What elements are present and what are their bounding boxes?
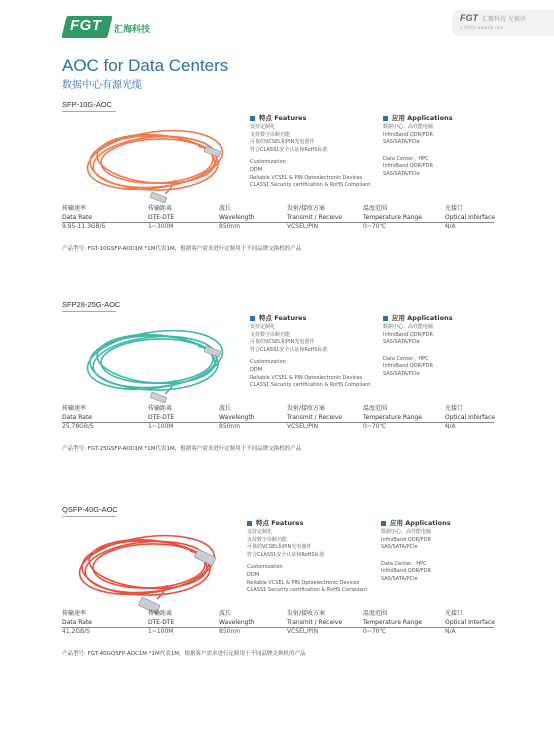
spec-column (287, 204, 342, 231)
features-item: DDM (247, 571, 260, 578)
spec-label-cn: 光接口 (445, 205, 464, 212)
spec-label-en: Optical Interface (445, 619, 495, 626)
spec-column (445, 609, 495, 636)
aoc-cable-image (80, 118, 230, 213)
features-item: Customization (247, 564, 283, 571)
spec-label-en: Wavelength (219, 619, 255, 626)
spec-value: 850nm (219, 628, 241, 635)
spec-label-en: Temperature Range (363, 214, 422, 221)
spec-value: N/A (445, 423, 456, 430)
spec-divider (62, 422, 494, 423)
features-item: CLASS1 Security certification & RoHS Compliant (250, 382, 371, 389)
spec-divider (62, 627, 494, 628)
spec-value: 41.2GB/S (62, 628, 90, 635)
applications-item: SAS/SATA/PCIe (383, 170, 420, 177)
spec-value: 1~100M (148, 628, 174, 635)
spec-value: N/A (445, 628, 456, 635)
aoc-cable-image (72, 523, 222, 618)
spec-value: 850nm (219, 223, 241, 230)
spec-column (219, 609, 255, 636)
applications-item: Data Center、HPC (383, 155, 429, 162)
spec-column (62, 204, 105, 231)
model-note: 产品型号: FGT-25GSFP-AOC1M *1M代表1M，根据客户需求进行定制用于不同品牌交换机的产品 (62, 446, 302, 452)
spec-column (445, 204, 495, 231)
header-cn: 汇聚科技 光模块 (482, 16, 526, 23)
features-heading-text: 特点 Features (256, 519, 304, 527)
cable-loop (76, 528, 218, 602)
spec-value: 850nm (219, 423, 241, 430)
page-title: AOC for Data Centers (62, 56, 229, 75)
spec-label-en: Optical Interface (445, 414, 495, 421)
spec-value: 1~100M (148, 423, 174, 430)
square-bullet-icon (250, 316, 255, 321)
spec-column (62, 609, 92, 636)
applications-item: InfiniBand QDR/FDR (383, 131, 433, 138)
connector-icon (150, 392, 167, 403)
features-list (250, 124, 370, 190)
spec-column (445, 404, 495, 431)
features-list (250, 324, 370, 390)
applications-item (381, 552, 431, 561)
features-heading-text: 特点 Features (259, 114, 307, 122)
spec-label-en: Temperature Range (363, 619, 422, 626)
spec-label-cn: 传输速率 (62, 610, 87, 617)
logo-cn-text: 汇海科技 (114, 25, 151, 35)
features-item: 支持定制化 (250, 124, 276, 130)
section-title: SFP28-25G-AOC (62, 300, 121, 309)
features-item: 可靠的VCSEL和PIN光电器件 (250, 139, 315, 146)
spec-label-cn: 发射/接收方案 (287, 405, 326, 412)
spec-label-en: DTE-DTE (148, 214, 175, 221)
applications-heading-text: 应用 Applications (390, 519, 451, 527)
features-item: Customization (250, 359, 286, 366)
applications-list (381, 529, 431, 584)
spec-label-en: DTE-DTE (148, 414, 175, 421)
features-item: Reliable VCSEL & PIN Optoelectronic Devices (247, 579, 360, 586)
applications-item: Data Center、HPC (383, 355, 429, 362)
spec-label-en: Data Rate (62, 414, 92, 421)
product-image (80, 118, 230, 213)
spec-label-cn: 发射/接收方案 (287, 205, 326, 212)
spec-label-cn: 传输速率 (62, 205, 87, 212)
applications-item: 数据中心、高性能电脑 (383, 124, 434, 130)
section-underline (62, 311, 116, 312)
header-sub: 汇海科技 www.fgt.com (460, 25, 504, 30)
spec-value: VCSEL/PIN (287, 223, 319, 230)
features-heading (250, 313, 306, 322)
section-underline (62, 516, 116, 517)
features-item: 支持数字诊断功能 (250, 131, 291, 138)
spec-label-en: Transmit / Receive (287, 214, 343, 221)
features-item: 支持数字诊断功能 (250, 331, 291, 338)
applications-item: SAS/SATA/PCIe (383, 139, 420, 146)
cable-loop (84, 323, 226, 397)
spec-divider (62, 222, 494, 223)
spec-label-en: Optical Interface (445, 214, 495, 221)
applications-item: InfiniBand QDR/FDR (383, 163, 433, 170)
logo-text: FGT (70, 17, 102, 34)
spec-value: 0~70℃ (363, 223, 387, 230)
spec-column (62, 404, 94, 431)
spec-label-cn: 发射/接收方案 (287, 610, 326, 617)
spec-value: VCSEL/PIN (287, 628, 319, 635)
features-item: 可靠的VCSEL和PIN光电器件 (250, 339, 315, 346)
features-item: CLASS1 Security certification & RoHS Compliant (250, 182, 371, 189)
features-item: 符合CLASS1安全认证和RoHS标准 (247, 551, 325, 558)
applications-item: 数据中心、高性能电脑 (383, 324, 434, 330)
section-title: QSFP-40G-AOC (62, 505, 118, 514)
spec-label-en: DTE-DTE (148, 619, 175, 626)
features-heading (250, 113, 306, 122)
connector-icon (150, 192, 167, 203)
spec-label-cn: 温度范围 (363, 610, 388, 617)
spec-value: VCSEL/PIN (287, 423, 319, 430)
features-item: Reliable VCSEL & PIN Optoelectronic Devices (250, 374, 363, 381)
spec-label-cn: 传输距离 (148, 405, 173, 412)
spec-label-en: Data Rate (62, 619, 92, 626)
spec-label-cn: 波长 (219, 610, 232, 617)
spec-label-cn: 波长 (219, 405, 232, 412)
applications-item: SAS/SATA/PCIe (381, 544, 418, 551)
applications-item: InfiniBand QDR/FDR (383, 331, 433, 338)
spec-value: 25.78GB/S (62, 423, 94, 430)
applications-item: 数据中心、高性能电脑 (381, 529, 432, 535)
features-item: 支持定制化 (247, 529, 273, 535)
applications-item (383, 347, 433, 356)
applications-heading (383, 113, 453, 122)
square-bullet-icon (383, 316, 388, 321)
features-item: CLASS1 Security certification & RoHS Compliant (247, 587, 368, 594)
spec-value: 9.95-11.3GB/S (62, 223, 106, 230)
spec-label-en: Temperature Range (363, 414, 422, 421)
page-subtitle: 数据中心有源光缆 (62, 80, 142, 91)
applications-heading (383, 313, 453, 322)
applications-list (383, 124, 433, 179)
spec-label-en: Wavelength (219, 414, 255, 421)
section-title: SFP-10G-AOC (62, 100, 113, 109)
spec-label-cn: 温度范围 (363, 205, 388, 212)
features-item: 可靠的VCSEL和PIN光电器件 (247, 544, 312, 551)
model-note: 产品型号: FGT-10GSFP-AOC1M *1M代表1M，根据客户需求进行定制用于不同品牌交换机的产品 (62, 246, 302, 252)
spec-value: 1~300M (148, 223, 174, 230)
spec-label-en: Data Rate (62, 214, 92, 221)
applications-item: InfiniBand QDR/FDR (383, 363, 433, 370)
spec-label-en: Transmit / Receive (287, 414, 343, 421)
features-item: Customization (250, 159, 286, 166)
features-item: 符合CLASS1安全认证和RoHS标准 (250, 346, 328, 353)
applications-heading-text: 应用 Applications (392, 114, 453, 122)
features-item: Reliable VCSEL & PIN Optoelectronic Devices (250, 174, 363, 181)
cable-loop (84, 123, 226, 197)
features-list (247, 529, 367, 595)
aoc-cable-image (80, 318, 230, 413)
spec-column (363, 204, 422, 231)
spec-column (148, 404, 174, 431)
applications-item (383, 147, 433, 156)
applications-item: SAS/SATA/PCIe (383, 339, 420, 346)
features-item: 符合CLASS1安全认证和RoHS标准 (250, 146, 328, 153)
applications-item: Data Center、HPC (381, 560, 427, 567)
square-bullet-icon (250, 116, 255, 121)
spec-value: 0~70℃ (363, 628, 387, 635)
applications-list (383, 324, 433, 379)
spec-column (219, 204, 255, 231)
company-logo (64, 14, 154, 42)
applications-heading-text: 应用 Applications (392, 314, 453, 322)
applications-item: InfiniBand QDR/FDR (381, 568, 431, 575)
header-brand: FGT (460, 13, 478, 23)
spec-column (287, 609, 342, 636)
spec-label-cn: 光接口 (445, 405, 464, 412)
spec-column (363, 404, 422, 431)
model-note: 产品型号: FGT-40GQSFP-AOC1M *1M代表1M，根据客户需求进行定制用于不同品牌交换机的产品 (62, 651, 306, 657)
spec-value: N/A (445, 223, 456, 230)
spec-column (148, 609, 174, 636)
features-item: DDM (250, 366, 263, 373)
applications-item: InfiniBand QDR/FDR (381, 536, 431, 543)
square-bullet-icon (383, 116, 388, 121)
square-bullet-icon (247, 521, 252, 526)
product-image (80, 318, 230, 413)
spec-column (219, 404, 255, 431)
spec-label-cn: 温度范围 (363, 405, 388, 412)
applications-item: SAS/SATA/PCIe (381, 575, 418, 582)
spec-label-cn: 传输距离 (148, 610, 173, 617)
features-heading-text: 特点 Features (259, 314, 307, 322)
features-item: 支持数字诊断功能 (247, 536, 288, 543)
applications-heading (381, 518, 451, 527)
spec-label-en: Wavelength (219, 214, 255, 221)
spec-label-cn: 波长 (219, 205, 232, 212)
spec-column (287, 404, 342, 431)
square-bullet-icon (381, 521, 386, 526)
spec-column (148, 204, 174, 231)
section-underline (62, 111, 116, 112)
features-heading (247, 518, 303, 527)
spec-column (363, 609, 422, 636)
header-tab (452, 10, 554, 36)
spec-value: 0~70℃ (363, 423, 387, 430)
applications-item: SAS/SATA/PCIe (383, 370, 420, 377)
spec-label-en: Transmit / Receive (287, 619, 343, 626)
features-item: 支持定制化 (250, 324, 276, 330)
features-item: DDM (250, 166, 263, 173)
spec-label-cn: 光接口 (445, 610, 464, 617)
spec-label-cn: 传输距离 (148, 205, 173, 212)
product-image (72, 523, 222, 618)
spec-label-cn: 传输速率 (62, 405, 87, 412)
